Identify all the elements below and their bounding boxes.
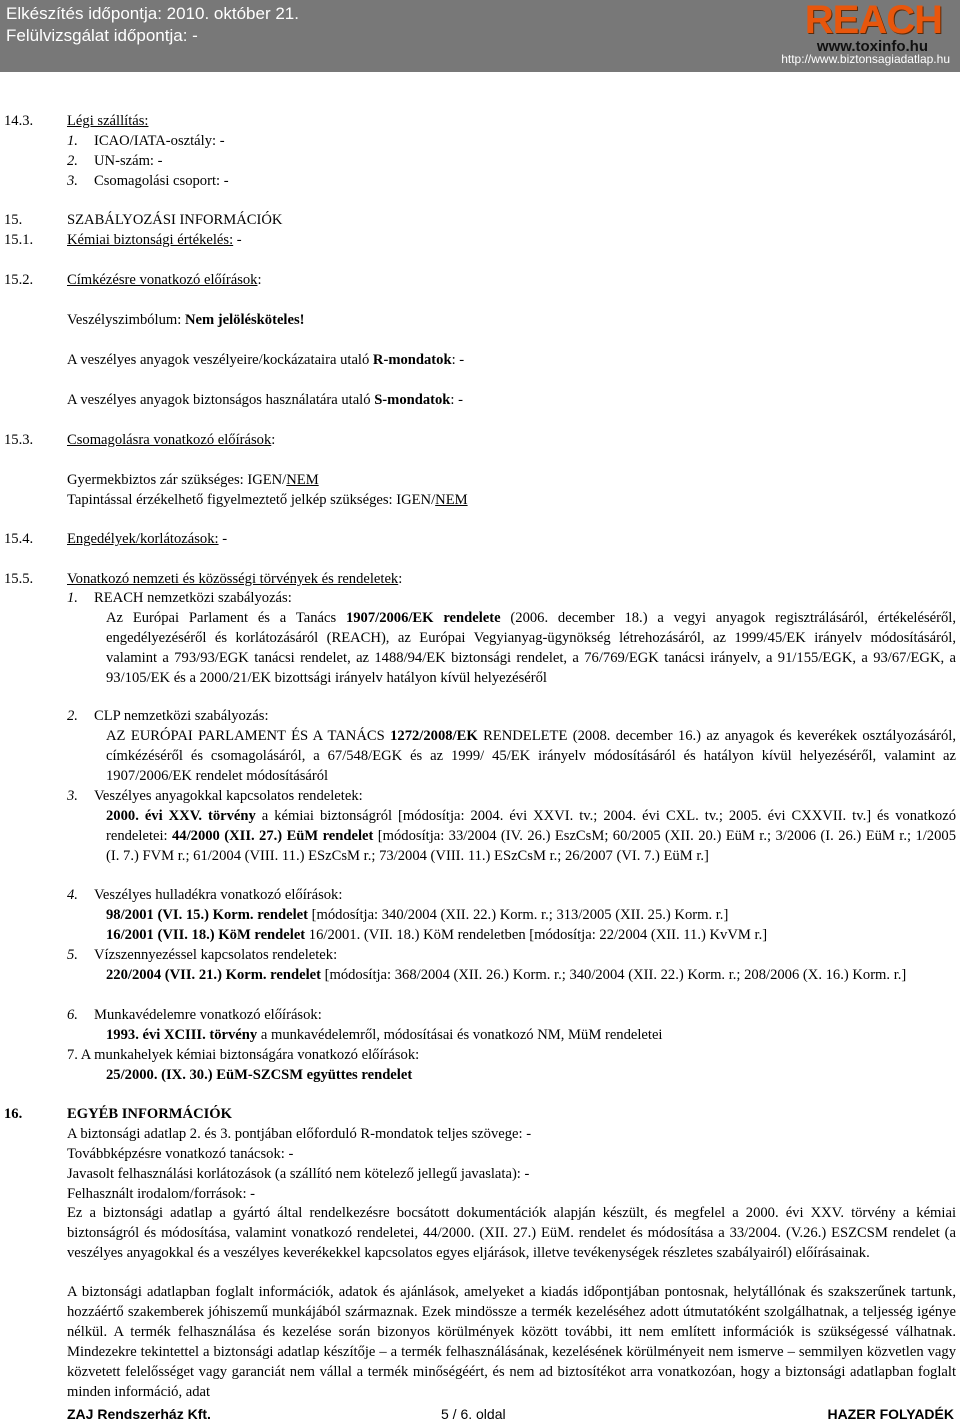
colon: : xyxy=(398,571,403,587)
text: AZ EURÓPAI PARLAMENT ÉS A TANÁCS xyxy=(106,728,391,744)
text: Továbbképzésre vonatkozó tanácsok: - xyxy=(67,1146,294,1162)
item-text: ICAO/IATA-osztály: - xyxy=(94,133,225,149)
section-title: SZABÁLYOZÁSI INFORMÁCIÓK xyxy=(67,212,283,228)
section-title: Vonatkozó nemzeti és közösségi törvények és rendeletek xyxy=(67,571,399,587)
label: A veszélyes anyagok biztonságos használatára utaló xyxy=(67,392,375,408)
item-title: Veszélyes hulladékra vonatkozó előírások: xyxy=(94,887,343,903)
section-number: 15.5. xyxy=(4,571,34,587)
item-number: 5. xyxy=(67,947,78,963)
item-title: Veszélyes anyagokkal kapcsolatos rendeletek: xyxy=(94,788,363,804)
page-footer xyxy=(0,1406,960,1424)
chemical-safety-paragraph xyxy=(106,806,956,866)
item-title: Vízszennyezéssel kapcsolatos rendeletek: xyxy=(94,947,338,963)
section-title: Címkézésre vonatkozó előírások xyxy=(67,272,258,288)
label: A veszélyes anyagok veszélyeire/kockázataira utaló xyxy=(67,352,373,368)
text: [módosítja: 33/2004 (IV. 26.) EszCsM; 60/2005 (XII. 20.) EüM r.; 3/2006 (I. 26.) EüM r.; 1/2005 (I. 7.) FVM r.; 61/2004 (VIII. 11.) ESzCsM r.; 73/2004 (VIII. 11.) ESzCsM r.; 26/2007 (VI. 7.) EüM r.] xyxy=(106,828,956,864)
text: a kémiai biztonságról [módosítja: 2004. évi XXVI. tv.; 2004. évi CXL. tv.; 2005. évi CXXVII. tv.] és vonatkozó rendeletei: xyxy=(106,808,956,844)
water-pollution-paragraph xyxy=(106,965,956,985)
item-number: 6. xyxy=(67,1007,78,1023)
item-title: 7. A munkahelyek kémiai biztonságára vonatkozó előírások: xyxy=(67,1047,420,1063)
section-number: 15. xyxy=(4,212,23,228)
bold-text: 98/2001 (VI. 15.) Korm. rendelet xyxy=(106,907,308,923)
company-name: ZAJ Rendszerház Kft. xyxy=(67,1406,211,1422)
text: (2006. december 18.) a vegyi anyagok regisztrálásáról, értékeléséről, engedélyezéséről és korlátozásáról (REACH), az Európai Vegyianyag-ügynökség létrehozásáról, az 1999/45/EK irányelv módosításáról, valamint a 793/93/EGK tanácsi rendelet, az 1488/94/EK biztonsági rendelet, a 76/769/EGK tanácsi irányelv, a 91/155/EGK, a 93/67/EGK, a 93/105/EK és a 2000/21/EK bizottsági irányelv hatályon kívül helyezéséről xyxy=(106,610,956,686)
text: A biztonsági adatlap 2. és 3. pontjában előforduló R-mondatok teljes szövege: - xyxy=(67,1126,532,1142)
bold-text: 220/2004 (VII. 21.) Korm. rendelet xyxy=(106,967,321,983)
item-number: 1. xyxy=(67,590,78,606)
item-number: 3. xyxy=(67,173,78,189)
value: : - xyxy=(451,352,465,368)
section-title: Kémiai biztonsági értékelés: xyxy=(67,232,234,248)
header-url-link[interactable]: http://www.biztonsagiadatlap.hu xyxy=(781,52,950,66)
label: Veszélyszimbólum: xyxy=(67,312,185,328)
text: Az Európai Parlament és a Tanács xyxy=(106,610,346,626)
value: R-mondatok xyxy=(372,352,452,368)
review-date: Felülvizsgálat időpontja: - xyxy=(6,26,198,45)
text: Javasolt felhasználási korlátozások (a szállító nem kötelező jellegű javaslata): - xyxy=(67,1166,530,1182)
text: [módosítja: 368/2004 (XII. 26.) Korm. r.; 340/2004 (XII. 22.) Korm. r.; 208/2006 (X. 16.) Korm. r.] xyxy=(320,967,907,983)
text: 16/2001. (VII. 18.) KöM rendeletben [módosítja: 22/2004 (XII. 11.) KvVM r.] xyxy=(305,927,768,943)
item-number: 2. xyxy=(67,708,78,724)
bold-text: 44/2000 (XII. 27.) EüM rendelet xyxy=(172,828,374,844)
reach-logo xyxy=(760,2,950,54)
page-header xyxy=(0,0,960,72)
text: Felhasznált irodalom/források: - xyxy=(67,1186,256,1202)
reach-logo-text: REACH xyxy=(804,0,942,42)
section-number: 15.4. xyxy=(4,531,34,547)
colon: : xyxy=(271,432,276,448)
section-number: 15.3. xyxy=(4,432,34,448)
item-title: Munkavédelemre vonatkozó előírások: xyxy=(94,1007,322,1023)
section-number: 15.1. xyxy=(4,232,34,248)
bold-text: 2000. évi XXV. törvény xyxy=(106,808,256,824)
reach-paragraph xyxy=(106,608,956,688)
item-number: 1. xyxy=(67,133,78,149)
section-title: EGYÉB INFORMÁCIÓK xyxy=(67,1106,232,1122)
text: [módosítja: 340/2004 (XII. 22.) Korm. r.; 313/2005 (XII. 25.) Korm. r.] xyxy=(307,907,729,923)
text: a munkavédelemről, módosításai és vonatkozó NM, MüM rendeletei xyxy=(257,1027,663,1043)
bold-text: 1993. évi XCIII. törvény xyxy=(106,1027,258,1043)
item-text: UN-szám: - xyxy=(94,153,163,169)
logo-url: www.toxinfo.hu xyxy=(816,38,928,55)
disclaimer-paragraph: A biztonsági adatlapban foglalt információk, adatok és ajánlások, amelyeket a kiadás időpontjában pontosnak, helytállónak és szakszerűnek tartunk, hozzáértő szakemberek jóhiszemű munkájából származnak. Ezek mindössze a termék kezeléséhez adott útmutatóként szolgálhatnak, a teljesség igénye nélkül. A termék felhasználása és kezelése során bizonyos körülmények között további, itt nem említett információk is szükségessé válhatnak. Mindezekre tekintettel a biztonsági adatlap készítője – a termék felhasználásának, kezelésének körülményeit nem ismerve – semmilyen közvetlen vagy közvetett felelősséget vagy garanciát nem vállal a termék minőségéért, és nem ad biztosítékot arra vonatkozóan, hogy a biztonsági adatlapban foglalt minden információ, adat xyxy=(67,1284,956,1400)
bold-text: 25/2000. (IX. 30.) EüM-SZCSM együttes rendelet xyxy=(106,1067,413,1083)
item-number: 3. xyxy=(67,788,78,804)
value: NEM xyxy=(435,492,468,508)
section-value: - xyxy=(233,232,242,248)
colon: : xyxy=(257,272,262,288)
label: Tapintással érzékelhető figyelmeztető jelkép szükséges: IGEN/ xyxy=(67,492,436,508)
product-name: HAZER FOLYADÉK xyxy=(827,1406,954,1422)
item-number: 4. xyxy=(67,887,78,903)
text: RENDELETE (2008. december 16.) az anyagok és keverékek osztályozásáról, címkézéséről és csomagolásáról, a 67/548/EGK és az 1999/ 45/EK irányelv módosításáról és hatályon kívül helyezéséről, valamint az 1907/2006/EK rendelet módosításáról xyxy=(106,728,956,784)
section-title: Légi szállítás: xyxy=(67,113,149,129)
bold-text: 1272/2008/EK xyxy=(390,728,478,744)
prepared-date: Elkészítés időpontja: 2010. október 21. xyxy=(6,4,299,23)
section-number: 16. xyxy=(4,1106,23,1122)
value: Nem jelölésköteles! xyxy=(184,312,305,328)
value: : - xyxy=(450,392,463,408)
value: S-mondatok xyxy=(374,392,451,408)
section-number: 14.3. xyxy=(4,113,34,129)
item-number: 2. xyxy=(67,153,78,169)
section-value: - xyxy=(218,531,228,547)
value: NEM xyxy=(286,472,319,488)
bold-text: 1907/2006/EK rendelete xyxy=(345,610,501,626)
section-number: 15.2. xyxy=(4,272,34,288)
bold-text: 16/2001 (VII. 18.) KöM rendelet xyxy=(106,927,306,943)
item-title: CLP nemzetközi szabályozás: xyxy=(94,708,269,724)
item-title: REACH nemzetközi szabályozás: xyxy=(94,590,292,606)
clp-paragraph xyxy=(106,726,956,786)
section-title: Engedélyek/korlátozások: xyxy=(67,531,219,547)
section-title: Csomagolásra vonatkozó előírások xyxy=(67,432,272,448)
page-number: 5 / 6. oldal xyxy=(441,1406,506,1422)
item-text: Csomagolási csoport: - xyxy=(94,173,229,189)
compliance-paragraph: Ez a biztonsági adatlap a gyártó által rendelkezésre bocsátott dokumentációk alapján készült, és megfelel a 2000. évi XXV. törvény a kémiai biztonságról és módosítása, valamint vonatkozó rendeletei, 44/2000. (XII. 27.) EüM. rendelet és módosítása a 33/2004. (V.26.) ESZCSM rendelet (a veszélyes anyagokkal és a veszélyes keverékekkel kapcsolatos egyes eljárások, illetve tevékenységek részletes szabályairól) előírásainak. xyxy=(67,1205,956,1261)
label: Gyermekbiztos zár szükséges: IGEN/ xyxy=(67,472,287,488)
